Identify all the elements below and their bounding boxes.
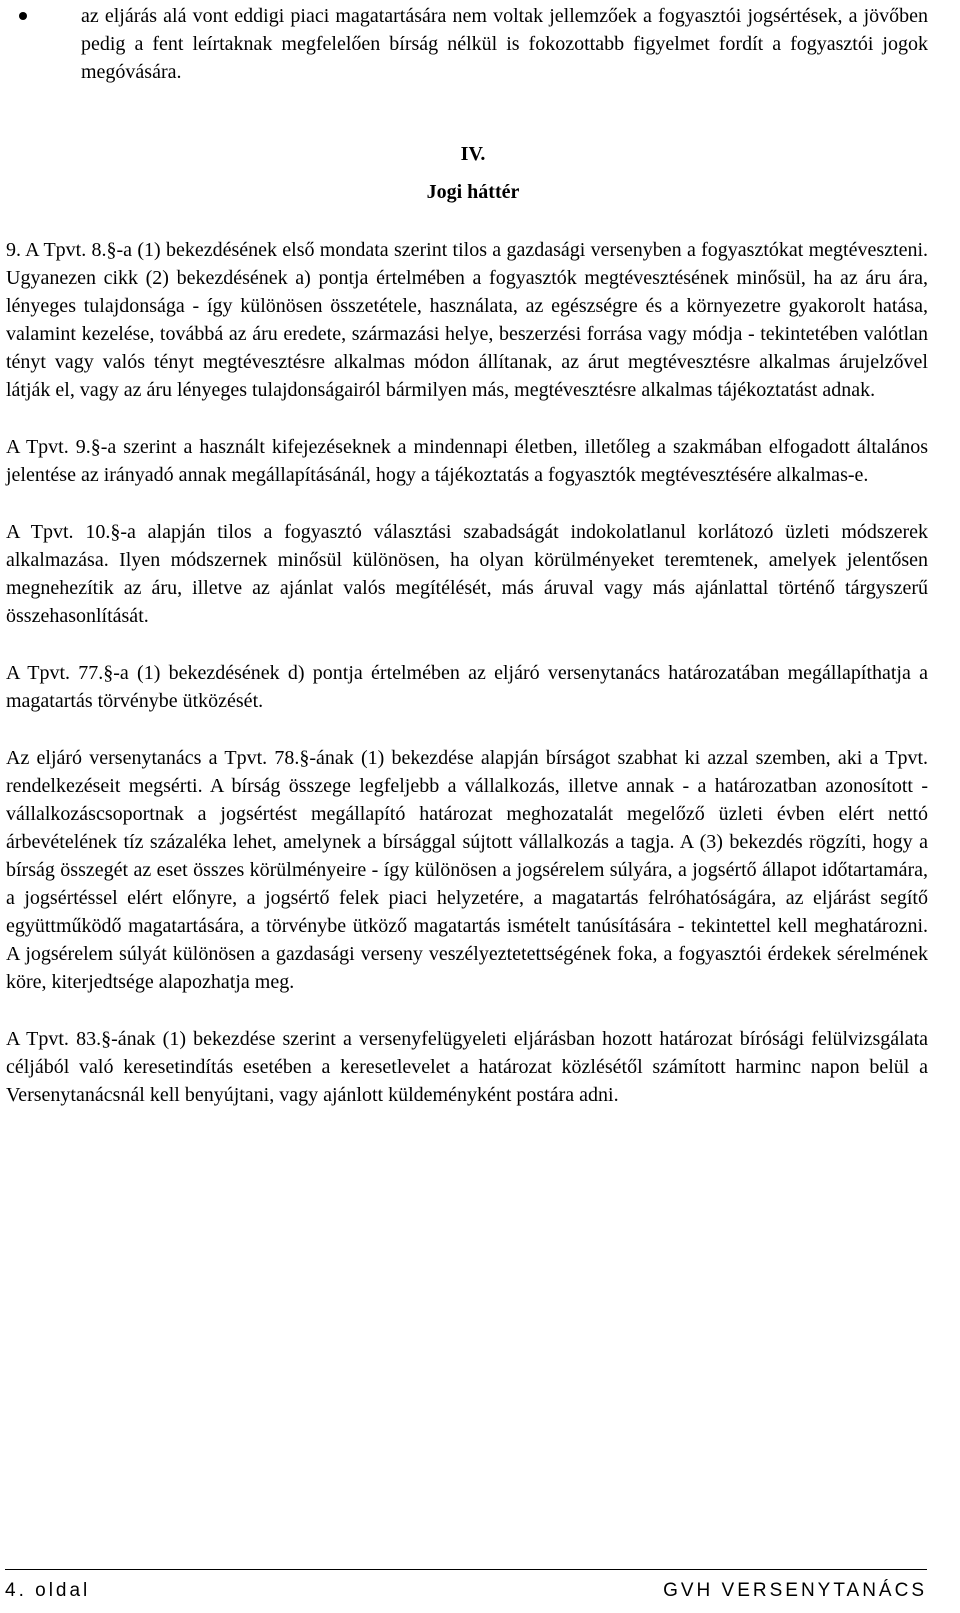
paragraph-tpvt-83: A Tpvt. 83.§-ának (1) bekezdése szerint a versenyfelügyeleti eljárásban hozott határozat bírósági felülvizsgálata céljából való keresetindítás esetében a keresetlevelet a határozat közlésétől számított harminc napon belül a Versenytanácsnál kell benyújtani, vagy ajánlott küldeményként postára adni. — [6, 1028, 928, 1106]
footer-page-number: 4. oldal — [5, 1580, 91, 1601]
section-title: Jogi háttér — [426, 181, 520, 203]
bullet-list-item — [6, 2, 928, 86]
footer-divider — [5, 1569, 927, 1570]
paragraph-tpvt-77: A Tpvt. 77.§-a (1) bekezdésének d) pontja értelmében az eljáró versenytanács határozatában megállapíthatja a magatartás törvénybe ütközését. — [6, 662, 928, 712]
paragraph-tpvt-10: A Tpvt. 10.§-a alapján tilos a fogyasztó választási szabadságát indokolatlanul korlátozó üzleti módszerek alkalmazása. Ilyen módszernek minősül különösen, ha olyan körülményeket teremtenek, amelyek jelentősen megnehezítik az áru, illetve az ajánlat valós megítélését, más áruval vagy más ajánlattal történő tárgyszerű összehasonlítását. — [6, 521, 928, 627]
page-content — [6, 0, 928, 1109]
bullet-dot-icon — [19, 12, 27, 20]
bullet-text: az eljárás alá vont eddigi piaci magatartására nem voltak jellemzőek a fogyasztói jogsértések, a jövőben pedig a fent leírtaknak megfelelően bírság nélkül is fokozottabb figyelmet fordít a fogyasztói jogok megóvására. — [81, 5, 928, 83]
paragraph-tpvt-9: A Tpvt. 9.§-a szerint a használt kifejezéseknek a mindennapi életben, illetőleg a szakmában elfogadott általános jelentése az irányadó annak megállapításánál, hogy a tájékoztatás a fogyasztók megtévesztésére alkalmas-e. — [6, 436, 928, 486]
section-number: IV. — [460, 143, 486, 165]
footer-organization: GVH VERSENYTANÁCS — [663, 1580, 927, 1601]
paragraph-tpvt-8: 9. A Tpvt. 8.§-a (1) bekezdésének első mondata szerint tilos a gazdasági versenyben a fogyasztókat megtéveszteni. Ugyanezen cikk (2) bekezdésének a) pontja értelmében a fogyasztók megtévesztésének minősül, ha az áru ára, lényeges tulajdonsága - így különösen összetétele, használata, az egészségre és a környezetre gyakorolt hatása, valamint kezelése, továbbá az áru eredete, származási helye, beszerzési forrása vagy módja - tekintetében valótlan tényt vagy valós tényt megtévesztésre alkalmas módon állítanak, az árut megtévesztésre alkalmas árujelzővel látják el, vagy az áru lényeges tulajdonságairól bármilyen más, megtévesztésre alkalmas tájékoztatást adnak. — [6, 239, 928, 401]
paragraph-tpvt-78: Az eljáró versenytanács a Tpvt. 78.§-ának (1) bekezdése alapján bírságot szabhat ki azzal szemben, aki a Tpvt. rendelkezéseit megsérti. A bírság összege legfeljebb a vállalkozás, illetve annak - a határozatban azonosított - vállalkozáscsoportnak a jogsértést megállapító határozat meghozatalát megelőző üzleti évben elért nettó árbevételének tíz százaléka lehet, amelynek a bírsággal sújtott vállalkozás a tagja. A (3) bekezdés rögzíti, hogy a bírság összegét az eset összes körülményeire - így különösen a jogsérelem súlyára, a jogsértő állapot időtartamára, a jogsértéssel elért előnyre, a jogsértő felek piaci helyzetére, a magatartás felróhatóságára, az eljárást segítő együttműködő magatartására, a törvénybe ütköző magatartás ismételt tanúsítására - tekintettel kell meghatározni. A jogsérelem súlyát különösen a gazdasági verseny veszélyeztetettségének foka, a fogyasztói érdekek sérelmének köre, kiterjedtsége alapozhatja meg. — [6, 747, 928, 993]
